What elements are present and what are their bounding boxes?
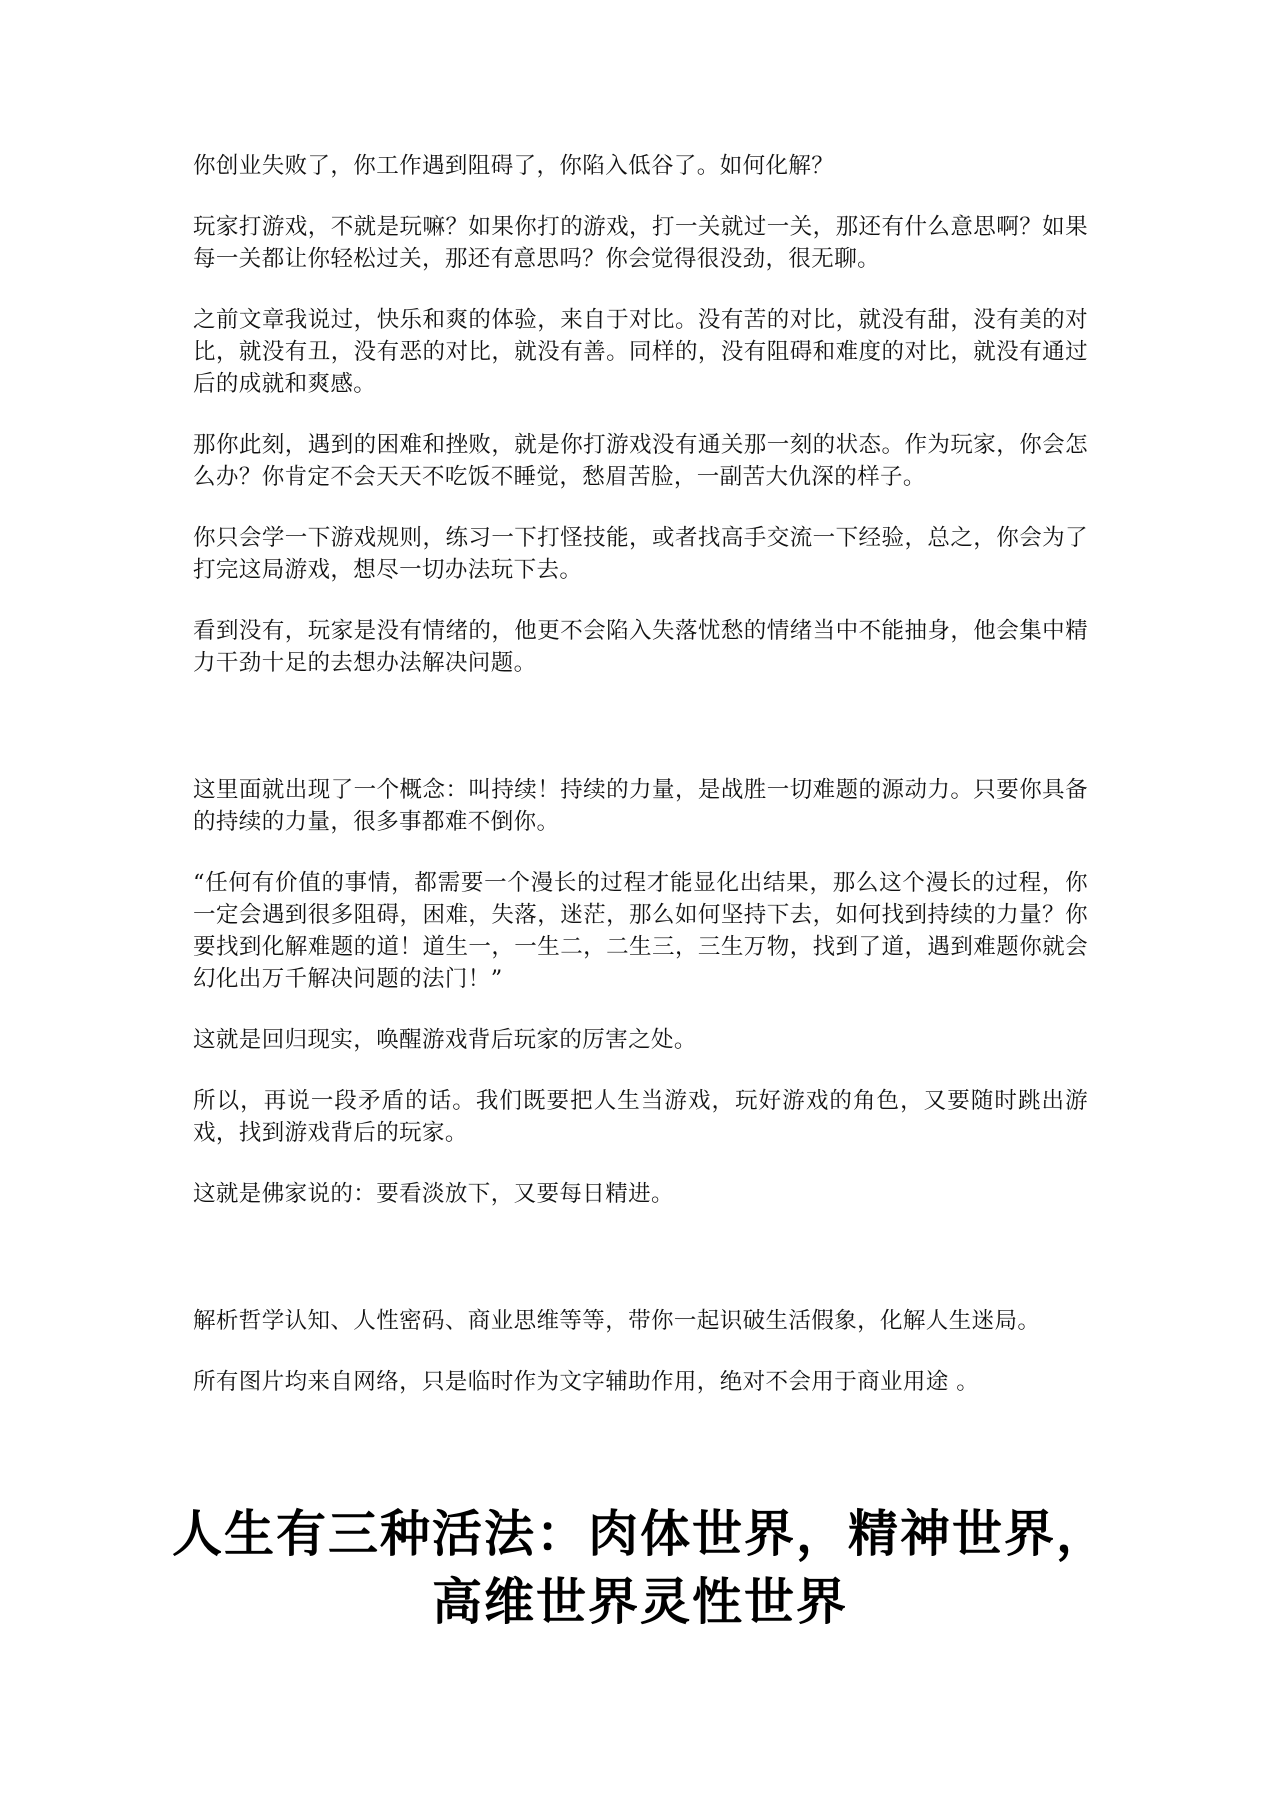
article-body <box>193 150 1088 1398</box>
next-article-title-line1: 人生有三种活法：肉体世界，精神世界， <box>172 1505 1108 1563</box>
paragraph-intro: 你创业失败了，你工作遇到阻碍了，你陷入低谷了。如何化解？ <box>193 153 835 179</box>
paragraph-contradiction: 所以，再说一段矛盾的话。我们既要把人生当游戏，玩好游戏的角色，又要随时跳出游戏，找到游戏背后的玩家。 <box>193 1088 1088 1146</box>
paragraph-gamer-question: 玩家打游戏，不就是玩嘛？如果你打的游戏，打一关就过一关，那还有什么意思啊？如果每一关都让你轻松过关，那还有意思吗？你会觉得很没劲，很无聊。 <box>193 214 1088 272</box>
next-article-title <box>140 1500 1140 1636</box>
paragraph-current-state: 那你此刻，遇到的困难和挫败，就是你打游戏没有通关那一刻的状态。作为玩家，你会怎么办？你肯定不会天天不吃饭不睡觉，愁眉苦脸，一副苦大仇深的样子。 <box>193 432 1088 490</box>
paragraph-return-reality: 这就是回归现实，唤醒游戏背后玩家的厉害之处。 <box>193 1027 697 1053</box>
paragraph-quote: “任何有价值的事情，都需要一个漫长的过程才能显化出结果，那么这个漫长的过程，你一定会遇到很多阻碍，困难，失落，迷茫，那么如何坚持下去，如何找到持续的力量？你要找到化解难题的道！道生一，一生二，二生三，三生万物，找到了道，遇到难题你就会幻化出万千解决问题的法门！” <box>193 870 1088 992</box>
paragraph-column-description: 解析哲学认知、人性密码、商业思维等等，带你一起识破生活假象，化解人生迷局。 <box>193 1308 1041 1334</box>
paragraph-buddhist-saying: 这就是佛家说的：要看淡放下，又要每日精进。 <box>193 1181 674 1207</box>
paragraph-image-disclaimer: 所有图片均来自网络，只是临时作为文字辅助作用，绝对不会用于商业用途 。 <box>193 1369 980 1395</box>
paragraph-contrast: 之前文章我说过，快乐和爽的体验，来自于对比。没有苦的对比，就没有甜，没有美的对比，就没有丑，没有恶的对比，就没有善。同样的，没有阻碍和难度的对比，就没有通过后的成就和爽感。 <box>193 307 1088 397</box>
paragraph-persistence: 这里面就出现了一个概念：叫持续！持续的力量，是战胜一切难题的源动力。只要你具备的持续的力量，很多事都难不倒你。 <box>193 777 1088 835</box>
next-article-title-line2: 高维世界灵性世界 <box>432 1573 848 1631</box>
paragraph-no-emotion: 看到没有，玩家是没有情绪的，他更不会陷入失落忧愁的情绪当中不能抽身，他会集中精力干劲十足的去想办法解决问题。 <box>193 618 1088 676</box>
paragraph-learn-rules: 你只会学一下游戏规则，练习一下打怪技能，或者找高手交流一下经验，总之，你会为了打完这局游戏，想尽一切办法玩下去。 <box>193 525 1088 583</box>
